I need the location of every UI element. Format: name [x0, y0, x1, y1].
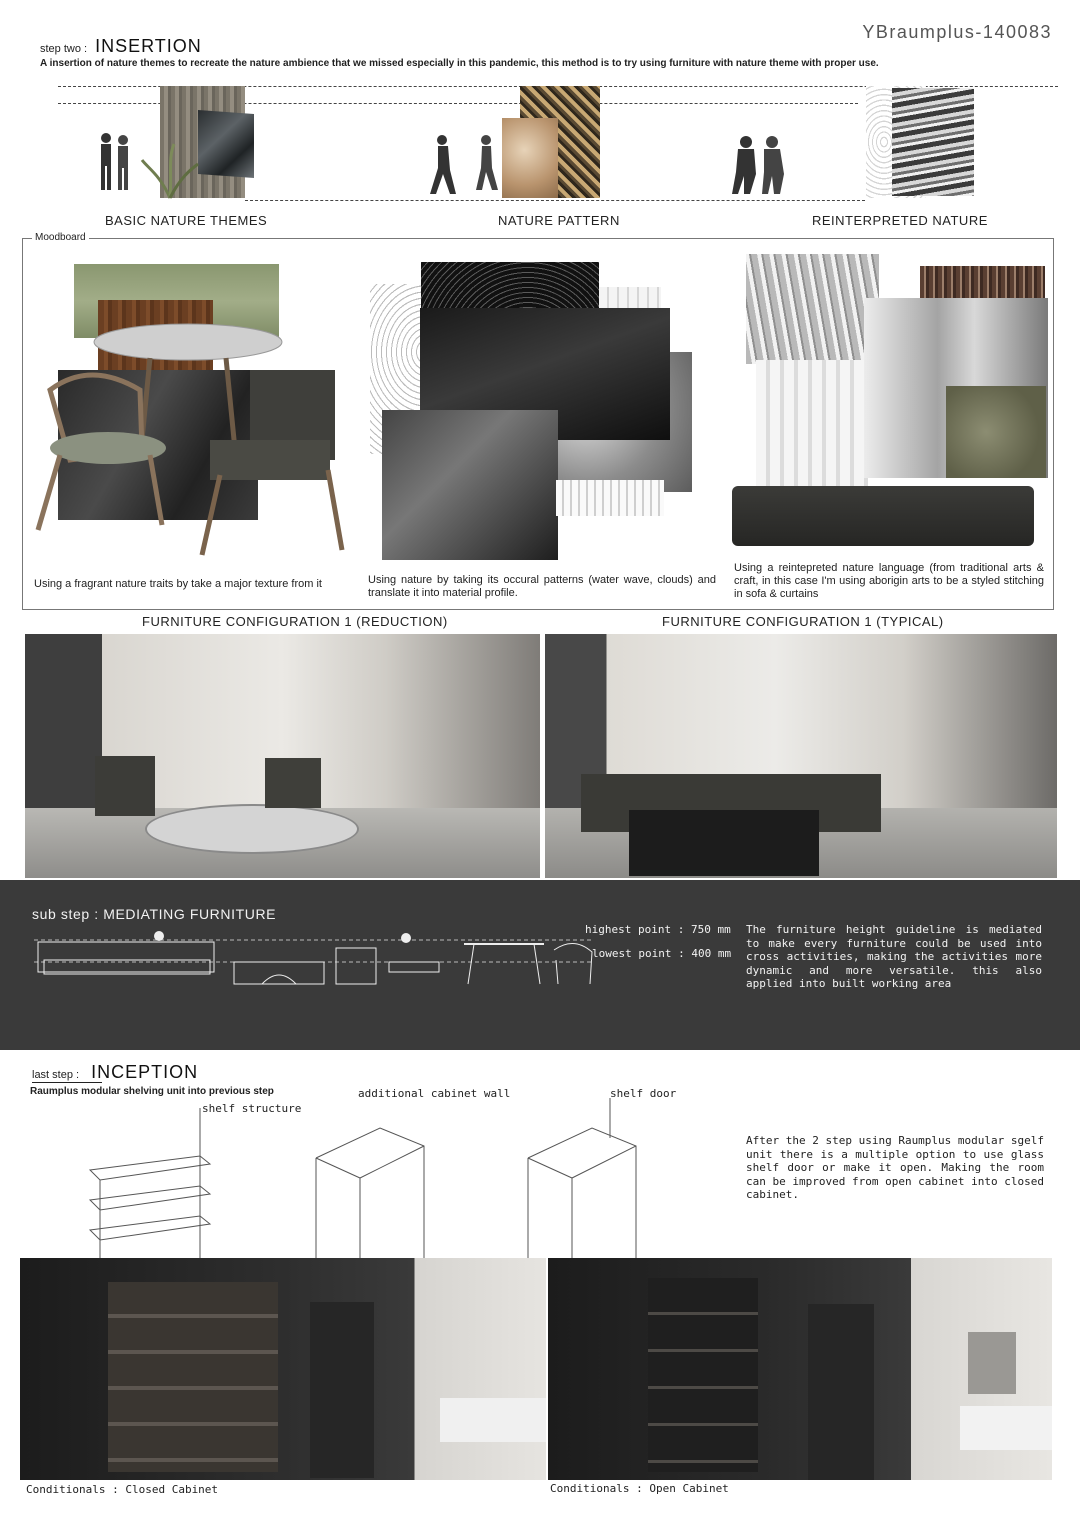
- theme-label-pattern: NATURE PATTERN: [498, 213, 620, 228]
- stone-side-table-image: [382, 410, 558, 560]
- label-additional-cabinet-wall: additional cabinet wall: [358, 1087, 511, 1100]
- people-group-silhouette: [732, 134, 788, 201]
- render-closed-cabinet-image: [20, 1258, 546, 1480]
- theme-label-basic: BASIC NATURE THEMES: [105, 213, 268, 228]
- sub-step-description: The furniture height guideline is mediated to make every furniture could be used into cross activities, making the activities more dynamic and more versatile. this also applied into built working area: [746, 923, 1042, 990]
- sub-step-band: [0, 880, 1080, 1050]
- last-step-description: After the 2 step using Raumplus modular sgelf unit there is a multiple option to use glass shelf door or make it open. Making the room can be improved from open cabinet into closed cabinet.: [746, 1134, 1045, 1201]
- moodboard-caption-1: Using a fragrant nature traits by take a major texture from it: [34, 578, 322, 590]
- shelf-axonometric-drawings: [80, 1098, 660, 1278]
- people-silhouette-1: [96, 130, 136, 197]
- project-code: YBraumplus-140083: [862, 22, 1052, 42]
- last-step-prefix: last step :: [32, 1069, 80, 1081]
- marble-texture-image: [198, 110, 254, 178]
- last-step-subtitle: Raumplus modular shelving unit into previous step: [30, 1086, 274, 1097]
- olive-pillow-image: [946, 386, 1046, 478]
- theme-label-reinterpreted: REINTERPRETED NATURE: [812, 213, 988, 228]
- step-two-prefix: step two :: [40, 43, 88, 55]
- moodboard-label: Moodboard: [32, 232, 89, 243]
- label-shelf-door: shelf door: [610, 1087, 677, 1100]
- people-walking-silhouette: [428, 132, 500, 201]
- round-table-chairs-image: [30, 320, 360, 575]
- step-two-heading: [40, 36, 202, 57]
- aboriginal-art-image: [920, 266, 1045, 302]
- step-two-description: A insertion of nature themes to recreate the nature ambience that we missed especially in this pandemic, this method is to try using furniture with nature theme with proper use.: [40, 58, 879, 69]
- reinterpreted-stripe-image: [892, 88, 974, 196]
- stone-pattern-image: [502, 118, 558, 198]
- moodboard-caption-2: Using nature by taking its occural patterns (water wave, clouds) and translate it into material profile.: [368, 574, 716, 599]
- render-typical-image: [545, 634, 1057, 878]
- config-title-typical: FURNITURE CONFIGURATION 1 (TYPICAL): [662, 614, 944, 629]
- highest-point-label: highest point : 750 mm: [585, 923, 731, 936]
- last-step-heading: [32, 1062, 198, 1083]
- leaf-plant-image: [140, 140, 200, 205]
- last-step-guide-line: [32, 1082, 102, 1083]
- silver-wave-fabric-image: [746, 254, 879, 364]
- label-shelf-structure: shelf structure: [202, 1102, 302, 1115]
- step-two-title: INSERTION: [95, 36, 202, 56]
- config-title-reduction: FURNITURE CONFIGURATION 1 (REDUCTION): [142, 614, 448, 629]
- sub-step-title: sub step : MEDIATING FURNITURE: [32, 906, 277, 922]
- render-reduction-image: [25, 634, 540, 878]
- moodboard-caption-3: Using a reintepreted nature language (from traditional arts & craft, in this case I'm using aborigin arts to be a styled stitching in sofa & curtains: [734, 562, 1044, 600]
- conditional-open-caption: Conditionals : Open Cabinet: [550, 1482, 729, 1495]
- dark-sofa-image: [732, 486, 1034, 546]
- lowest-point-label: lowest point : 400 mm: [592, 947, 732, 960]
- white-curtain-image: [756, 360, 868, 500]
- conditional-closed-caption: Conditionals : Closed Cabinet: [26, 1483, 219, 1496]
- last-step-title: INCEPTION: [91, 1062, 199, 1082]
- render-open-cabinet-image: [548, 1258, 1052, 1480]
- water-wave-image: [556, 480, 664, 516]
- furniture-height-diagram: [24, 930, 604, 992]
